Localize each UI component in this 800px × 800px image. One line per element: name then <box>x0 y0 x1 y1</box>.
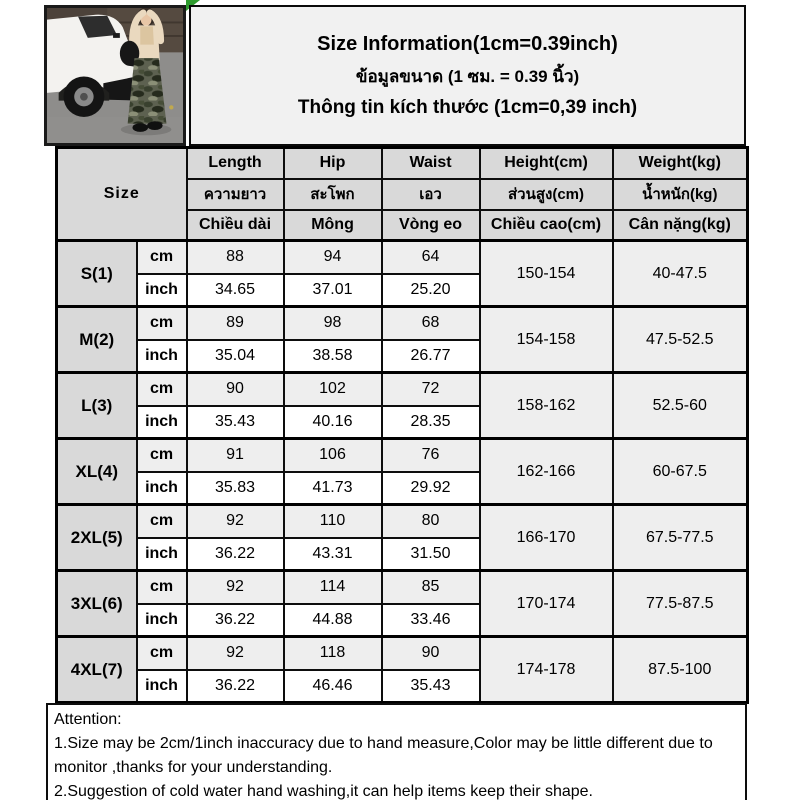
value-cell: 25.20 <box>382 274 480 307</box>
unit-cell-cm: cm <box>137 439 187 472</box>
weight-range-cell: 77.5-87.5 <box>613 571 748 637</box>
sandal-right <box>147 121 163 130</box>
unit-cell-inch: inch <box>137 472 187 505</box>
value-cell: 110 <box>284 505 382 538</box>
value-cell: 76 <box>382 439 480 472</box>
size-row-label: L(3) <box>57 373 137 439</box>
size-row-label: M(2) <box>57 307 137 373</box>
col-header-waist-th: เอว <box>382 179 480 210</box>
col-header-hip-th: สะโพก <box>284 179 382 210</box>
value-cell: 85 <box>382 571 480 604</box>
height-range-cell: 174-178 <box>480 637 613 703</box>
attention-box <box>46 703 747 800</box>
size-row-label: 2XL(5) <box>57 505 137 571</box>
col-header-height-vi: Chiều cao(cm) <box>480 210 613 241</box>
value-cell: 35.43 <box>187 406 284 439</box>
value-cell: 35.04 <box>187 340 284 373</box>
value-cell: 88 <box>187 241 284 274</box>
attention-note-line: monitor ,thanks for your understanding. <box>54 759 333 776</box>
value-cell: 35.43 <box>382 670 480 703</box>
table-row <box>57 637 748 670</box>
value-cell: 36.22 <box>187 538 284 571</box>
title-box <box>189 5 746 146</box>
value-cell: 68 <box>382 307 480 340</box>
title-english: Size Information(1cm=0.39inch) <box>317 32 618 55</box>
table-row <box>57 241 748 274</box>
value-cell: 28.35 <box>382 406 480 439</box>
value-cell: 29.92 <box>382 472 480 505</box>
height-range-cell: 166-170 <box>480 505 613 571</box>
size-table <box>55 146 749 704</box>
value-cell: 36.22 <box>187 670 284 703</box>
fallen-leaf <box>169 105 173 109</box>
unit-cell-inch: inch <box>137 406 187 439</box>
unit-cell-inch: inch <box>137 670 187 703</box>
table-row <box>57 505 748 538</box>
weight-range-cell: 40-47.5 <box>613 241 748 307</box>
table-row <box>57 439 748 472</box>
value-cell: 118 <box>284 637 382 670</box>
size-row-label: 4XL(7) <box>57 637 137 703</box>
col-header-waist-vi: Vòng eo <box>382 210 480 241</box>
value-cell: 31.50 <box>382 538 480 571</box>
unit-cell-cm: cm <box>137 571 187 604</box>
weight-range-cell: 52.5-60 <box>613 373 748 439</box>
attention-note-line: 2.Suggestion of cold water hand washing,it can help items keep their shape. <box>54 783 593 800</box>
value-cell: 34.65 <box>187 274 284 307</box>
unit-cell-inch: inch <box>137 340 187 373</box>
van-mirror <box>113 33 120 38</box>
value-cell: 94 <box>284 241 382 274</box>
height-range-cell: 150-154 <box>480 241 613 307</box>
table-row <box>57 373 748 406</box>
height-range-cell: 162-166 <box>480 439 613 505</box>
height-range-cell: 154-158 <box>480 307 613 373</box>
value-cell: 98 <box>284 307 382 340</box>
value-cell: 36.22 <box>187 604 284 637</box>
value-cell: 92 <box>187 505 284 538</box>
title-vietnamese: Thông tin kích thước (1cm=0,39 inch) <box>297 96 638 118</box>
value-cell: 38.58 <box>284 340 382 373</box>
unit-cell-cm: cm <box>137 373 187 406</box>
size-row-label: 3XL(6) <box>57 571 137 637</box>
value-cell: 92 <box>187 571 284 604</box>
col-header-hip-en: Hip <box>284 148 382 179</box>
value-cell: 37.01 <box>284 274 382 307</box>
product-photo-illustration <box>47 8 183 143</box>
weight-range-cell: 87.5-100 <box>613 637 748 703</box>
product-photo <box>44 5 186 146</box>
value-cell: 26.77 <box>382 340 480 373</box>
value-cell: 72 <box>382 373 480 406</box>
value-cell: 91 <box>187 439 284 472</box>
value-cell: 35.83 <box>187 472 284 505</box>
value-cell: 80 <box>382 505 480 538</box>
value-cell: 41.73 <box>284 472 382 505</box>
value-cell: 92 <box>187 637 284 670</box>
unit-cell-inch: inch <box>137 538 187 571</box>
table-row <box>57 307 748 340</box>
col-header-waist-en: Waist <box>382 148 480 179</box>
value-cell: 40.16 <box>284 406 382 439</box>
table-row <box>57 571 748 604</box>
attention-heading: Attention: <box>54 711 122 728</box>
unit-cell-inch: inch <box>137 604 187 637</box>
value-cell: 43.31 <box>284 538 382 571</box>
unit-cell-cm: cm <box>137 637 187 670</box>
size-row-label: XL(4) <box>57 439 137 505</box>
col-header-height-en: Height(cm) <box>480 148 613 179</box>
col-header-length-th: ความยาว <box>187 179 284 210</box>
unit-cell-inch: inch <box>137 274 187 307</box>
weight-range-cell: 60-67.5 <box>613 439 748 505</box>
height-range-cell: 170-174 <box>480 571 613 637</box>
col-header-length-vi: Chiều dài <box>187 210 284 241</box>
value-cell: 106 <box>284 439 382 472</box>
col-header-length-en: Length <box>187 148 284 179</box>
unit-cell-cm: cm <box>137 241 187 274</box>
unit-cell-cm: cm <box>137 307 187 340</box>
value-cell: 114 <box>284 571 382 604</box>
value-cell: 46.46 <box>284 670 382 703</box>
value-cell: 90 <box>187 373 284 406</box>
weight-range-cell: 47.5-52.5 <box>613 307 748 373</box>
value-cell: 90 <box>382 637 480 670</box>
unit-cell-cm: cm <box>137 505 187 538</box>
value-cell: 89 <box>187 307 284 340</box>
weight-range-cell: 67.5-77.5 <box>613 505 748 571</box>
col-header-weight-th: น้ำหนัก(kg) <box>613 179 748 210</box>
value-cell: 64 <box>382 241 480 274</box>
col-header-hip-vi: Mông <box>284 210 382 241</box>
col-header-height-th: ส่วนสูง(cm) <box>480 179 613 210</box>
size-row-label: S(1) <box>57 241 137 307</box>
title-thai: ข้อมูลขนาด (1 ซม. = 0.39 นิ้ว) <box>355 66 580 86</box>
value-cell: 33.46 <box>382 604 480 637</box>
col-header-weight-en: Weight(kg) <box>613 148 748 179</box>
col-header-weight-vi: Cân nặng(kg) <box>613 210 748 241</box>
size-header: Size <box>57 148 187 241</box>
value-cell: 44.88 <box>284 604 382 637</box>
height-range-cell: 158-162 <box>480 373 613 439</box>
value-cell: 102 <box>284 373 382 406</box>
sandal-left <box>132 123 148 132</box>
attention-note-line: 1.Size may be 2cm/1inch inaccuracy due to hand measure,Color may be little different due to <box>54 735 713 752</box>
